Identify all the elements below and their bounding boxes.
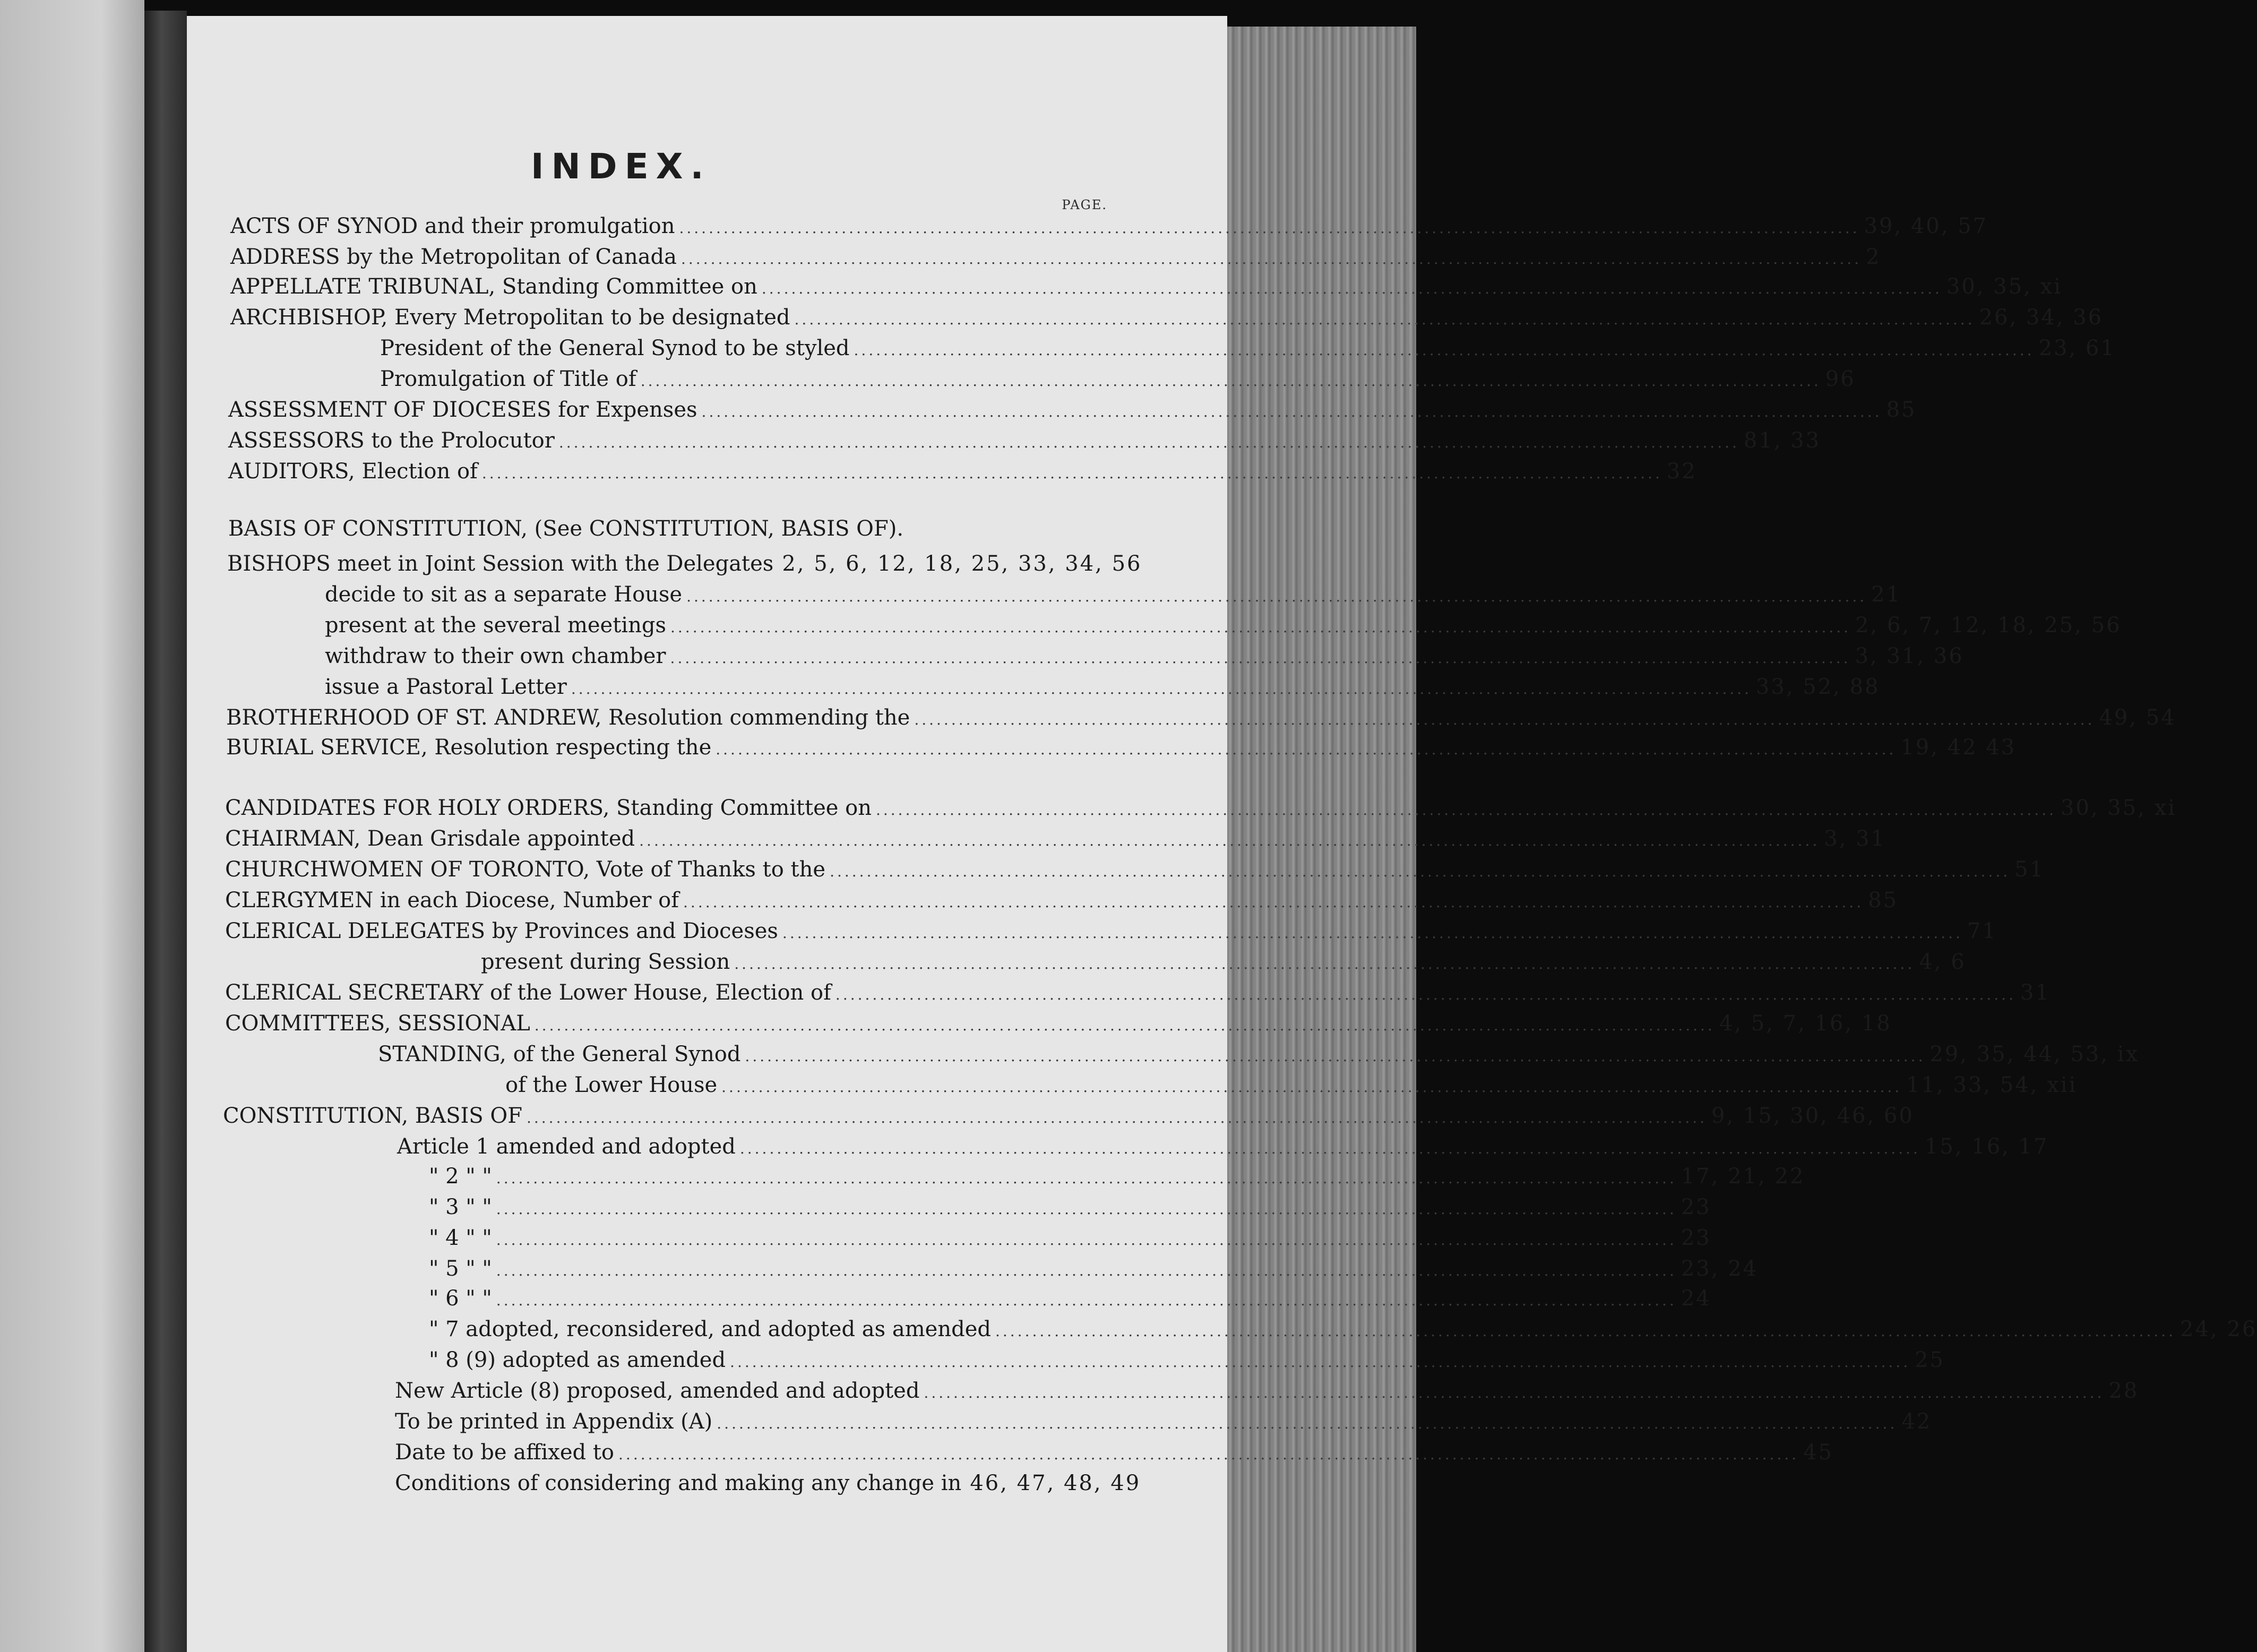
entry-text: ACTS OF SYNOD and their promulgation — [230, 214, 675, 238]
entry-pages: 96 — [1825, 367, 1856, 391]
index-entry — [395, 1439, 1833, 1466]
entry-pages: 11, 33, 54, xii — [1906, 1073, 2078, 1097]
entry-text: Date to be affixed to — [395, 1440, 615, 1465]
dot-leader: ................................................................................................................................................................ — [854, 341, 2035, 359]
entry-pages: 81, 33 — [1743, 428, 1821, 453]
entry-text: AUDITORS, Election of — [228, 459, 478, 484]
entry-text: CONSTITUTION, BASIS OF — [223, 1104, 522, 1128]
entry-pages: 31 — [2020, 980, 2051, 1005]
index-entry — [395, 1408, 1932, 1435]
entry-pages: 33, 52, 88 — [1755, 675, 1880, 699]
entry-pages: 21 — [1871, 582, 1902, 607]
index-entry — [429, 1224, 1711, 1252]
dot-leader: ................................................................................................................................................................ — [496, 1262, 1677, 1279]
dot-leader: ................................................................................................................................................................ — [526, 1109, 1708, 1126]
entry-pages: 71 — [1967, 919, 1997, 943]
entry-pages: 23, 24 — [1681, 1257, 1759, 1281]
entry-pages: 24, 26 — [2180, 1317, 2257, 1341]
page-title: INDEX. — [531, 146, 711, 187]
entry-text: President of the General Synod to be styled — [380, 336, 850, 360]
index-entry — [225, 917, 1997, 945]
entry-pages: 23, 61 — [2038, 336, 2116, 360]
dot-leader: ................................................................................................................................................................ — [670, 649, 1851, 667]
dot-leader: ................................................................................................................................................................ — [686, 588, 1867, 605]
entry-pages: 51 — [2014, 857, 2045, 882]
dot-leader: ................................................................................................................................................................ — [681, 250, 1862, 268]
index-entry — [378, 1040, 2140, 1068]
entry-text: BROTHERHOOD OF ST. ANDREW, Resolution commending the — [226, 705, 910, 730]
entry-pages: 45 — [1803, 1440, 1833, 1465]
dot-leader: ................................................................................................................................................................ — [679, 219, 1860, 237]
entry-pages: 85 — [1868, 888, 1898, 913]
entry-pages: 3, 31 — [1824, 827, 1886, 851]
entry-text: BURIAL SERVICE, Resolution respecting the — [226, 735, 712, 760]
index-entry — [225, 825, 1886, 853]
dot-leader: ................................................................................................................................................................ — [761, 280, 1942, 297]
dot-leader: ................................................................................................................................................................ — [496, 1231, 1677, 1249]
dot-leader: ................................................................................................................................................................ — [701, 403, 1882, 420]
index-entry — [429, 1346, 1945, 1374]
dot-leader: ................................................................................................................................................................ — [717, 1415, 1898, 1432]
index-entry — [230, 243, 1881, 271]
index-entry — [230, 212, 1988, 240]
index-entry — [228, 427, 1821, 454]
entry-text: ARCHBISHOP, Every Metropolitan to be designated — [230, 305, 790, 330]
entry-text: CLERICAL SECRETARY of the Lower House, Election of — [225, 980, 831, 1005]
dot-leader: ................................................................................................................................................................ — [716, 741, 1897, 758]
entry-pages: 2, 5, 6, 12, 18, 25, 33, 34, 56 — [782, 552, 1142, 576]
entry-pages: 39, 40, 57 — [1864, 214, 1988, 238]
dot-leader: ................................................................................................................................................................ — [481, 464, 1662, 482]
dot-leader: ................................................................................................................................................................ — [558, 434, 1739, 451]
entry-text: BISHOPS meet in Joint Session with the Delegates — [227, 552, 774, 576]
entry-text: " 2 " " — [429, 1164, 492, 1189]
entry-pages: 4, 6 — [1919, 950, 1966, 974]
entry-text: ASSESSMENT OF DIOCESES for Expenses — [228, 398, 697, 422]
dot-leader: ................................................................................................................................................................ — [924, 1384, 2105, 1401]
entry-text: " 7 adopted, reconsidered, and adopted as amended — [429, 1317, 991, 1341]
entry-pages: 15, 16, 17 — [1924, 1134, 2049, 1159]
dot-leader: ................................................................................................................................................................ — [496, 1169, 1677, 1187]
entry-text: New Article (8) proposed, amended and adopted — [395, 1379, 920, 1403]
entry-text: Conditions of considering and making any change in — [395, 1471, 962, 1495]
entry-text: " 6 " " — [429, 1286, 492, 1311]
index-entry — [227, 550, 1142, 578]
index-entry — [429, 1285, 1711, 1312]
dot-leader: ................................................................................................................................................................ — [571, 680, 1752, 698]
entry-pages: 85 — [1886, 398, 1917, 422]
index-entry — [225, 979, 2051, 1006]
dot-leader: ................................................................................................................................................................ — [534, 1017, 1715, 1034]
entry-text: present during Session — [481, 950, 730, 974]
dot-leader: ................................................................................................................................................................ — [640, 372, 1821, 390]
index-entry — [481, 948, 1966, 976]
index-entry — [380, 365, 1856, 393]
entry-pages: 25 — [1915, 1348, 1945, 1372]
entry-text: CANDIDATES FOR HOLY ORDERS, Standing Committee on — [225, 796, 872, 820]
index-entry — [325, 673, 1880, 701]
index-entry — [226, 704, 2176, 732]
index-entry — [226, 734, 2017, 761]
entry-pages: 46, 47, 48, 49 — [970, 1471, 1141, 1495]
entry-text: ADDRESS by the Metropolitan of Canada — [230, 245, 677, 269]
entry-pages: 28 — [2108, 1379, 2139, 1403]
entry-pages: 9, 15, 30, 46, 60 — [1711, 1104, 1914, 1128]
entry-text: " 8 (9) adopted as amended — [429, 1348, 726, 1372]
index-entry — [397, 1133, 2049, 1160]
index-entry — [395, 1377, 2139, 1405]
index-entry — [230, 304, 2104, 331]
index-entry — [380, 334, 2116, 362]
entry-text: CLERGYMEN in each Diocese, Number of — [225, 888, 679, 913]
index-entry — [228, 515, 903, 543]
entry-pages: 23 — [1681, 1195, 1711, 1219]
entry-text: Article 1 amended and adopted — [397, 1134, 736, 1159]
dot-leader: ................................................................................................................................................................ — [734, 955, 1915, 973]
entry-pages: 29, 35, 44, 53, ix — [1929, 1042, 2140, 1066]
entry-text: To be printed in Appendix (A) — [395, 1409, 713, 1434]
index-entry — [325, 581, 1902, 608]
entry-pages: 49, 54 — [2099, 705, 2176, 730]
entry-text: decide to sit as a separate House — [325, 582, 683, 607]
entry-text: BASIS OF CONSTITUTION, (See CONSTITUTION, BASIS OF). — [228, 517, 904, 541]
dot-leader: ................................................................................................................................................................ — [683, 893, 1864, 911]
dot-leader: ................................................................................................................................................................ — [830, 863, 2011, 880]
entry-pages: 30, 35, xi — [2061, 796, 2177, 820]
entry-pages: 30, 35, xi — [1946, 274, 2062, 299]
entry-text: " 3 " " — [429, 1195, 492, 1219]
index-entry — [223, 1102, 1914, 1130]
dot-leader: ................................................................................................................................................................ — [782, 924, 1963, 942]
dot-leader: ................................................................................................................................................................ — [745, 1047, 1926, 1065]
entry-text: Promulgation of Title of — [380, 367, 636, 391]
dot-leader: ................................................................................................................................................................ — [639, 832, 1820, 849]
entry-pages: 32 — [1666, 459, 1697, 484]
facing-page — [0, 0, 144, 1652]
dot-leader: ................................................................................................................................................................ — [721, 1078, 1902, 1096]
entry-text: withdraw to their own chamber — [325, 644, 666, 668]
entry-pages: 23 — [1681, 1226, 1711, 1250]
dot-leader: ................................................................................................................................................................ — [730, 1353, 1911, 1371]
index-entry — [325, 642, 1964, 670]
entry-pages: 19, 42 43 — [1900, 735, 2017, 760]
index-entry — [429, 1163, 1805, 1190]
index-entry — [429, 1255, 1759, 1283]
entry-text: " 4 " " — [429, 1226, 492, 1250]
index-entry — [230, 273, 2062, 300]
dot-leader: ................................................................................................................................................................ — [995, 1322, 2176, 1340]
entry-text: COMMITTEES, SESSIONAL — [225, 1011, 530, 1036]
index-entry — [225, 887, 1898, 914]
dot-leader: ................................................................................................................................................................ — [794, 311, 1975, 328]
entry-text: APPELLATE TRIBUNAL, Standing Committee on — [230, 274, 757, 299]
index-entry — [325, 612, 2122, 639]
dot-leader: ................................................................................................................................................................ — [739, 1140, 1920, 1157]
index-entry — [228, 458, 1697, 485]
entry-text: CLERICAL DELEGATES by Provinces and Dioceses — [225, 919, 778, 943]
entry-text: ASSESSORS to the Prolocutor — [228, 428, 555, 453]
index-entry — [395, 1469, 1141, 1497]
index-entry — [228, 396, 1917, 424]
entry-text: present at the several meetings — [325, 613, 666, 638]
index-entry — [429, 1193, 1711, 1221]
entry-pages: 42 — [1901, 1409, 1932, 1434]
entry-text: CHURCHWOMEN OF TORONTO, Vote of Thanks to the — [225, 857, 826, 882]
dot-leader: ................................................................................................................................................................ — [618, 1446, 1799, 1463]
page-column-header: PAGE. — [1062, 197, 1107, 212]
index-entry — [505, 1071, 2078, 1099]
book-gutter — [144, 11, 187, 1652]
entry-text: CHAIRMAN, Dean Grisdale appointed — [225, 827, 635, 851]
index-entry — [225, 1010, 1892, 1037]
entry-pages: 4, 5, 7, 16, 18 — [1719, 1011, 1892, 1036]
index-entry — [429, 1315, 2257, 1343]
dot-leader: ................................................................................................................................................................ — [914, 711, 2095, 728]
entry-pages: 2, 6, 7, 12, 18, 25, 56 — [1855, 613, 2122, 638]
index-entry — [225, 856, 2045, 883]
dot-leader: ................................................................................................................................................................ — [875, 801, 2057, 819]
entry-text: issue a Pastoral Letter — [325, 675, 567, 699]
dot-leader: ................................................................................................................................................................ — [496, 1200, 1677, 1218]
entry-pages: 17, 21, 22 — [1681, 1164, 1805, 1189]
dot-leader: ................................................................................................................................................................ — [496, 1292, 1677, 1309]
entry-pages: 3, 31, 36 — [1855, 644, 1964, 668]
dot-leader: ................................................................................................................................................................ — [835, 986, 2016, 1003]
entry-pages: 2 — [1866, 245, 1881, 269]
entry-pages: 26, 34, 36 — [1979, 305, 2104, 330]
dot-leader: ................................................................................................................................................................ — [670, 618, 1851, 636]
index-entry — [225, 794, 2177, 822]
entry-pages: 24 — [1681, 1286, 1711, 1311]
entry-text: STANDING, of the General Synod — [378, 1042, 741, 1066]
entry-text: of the Lower House — [505, 1073, 718, 1097]
entry-text: " 5 " " — [429, 1257, 492, 1281]
